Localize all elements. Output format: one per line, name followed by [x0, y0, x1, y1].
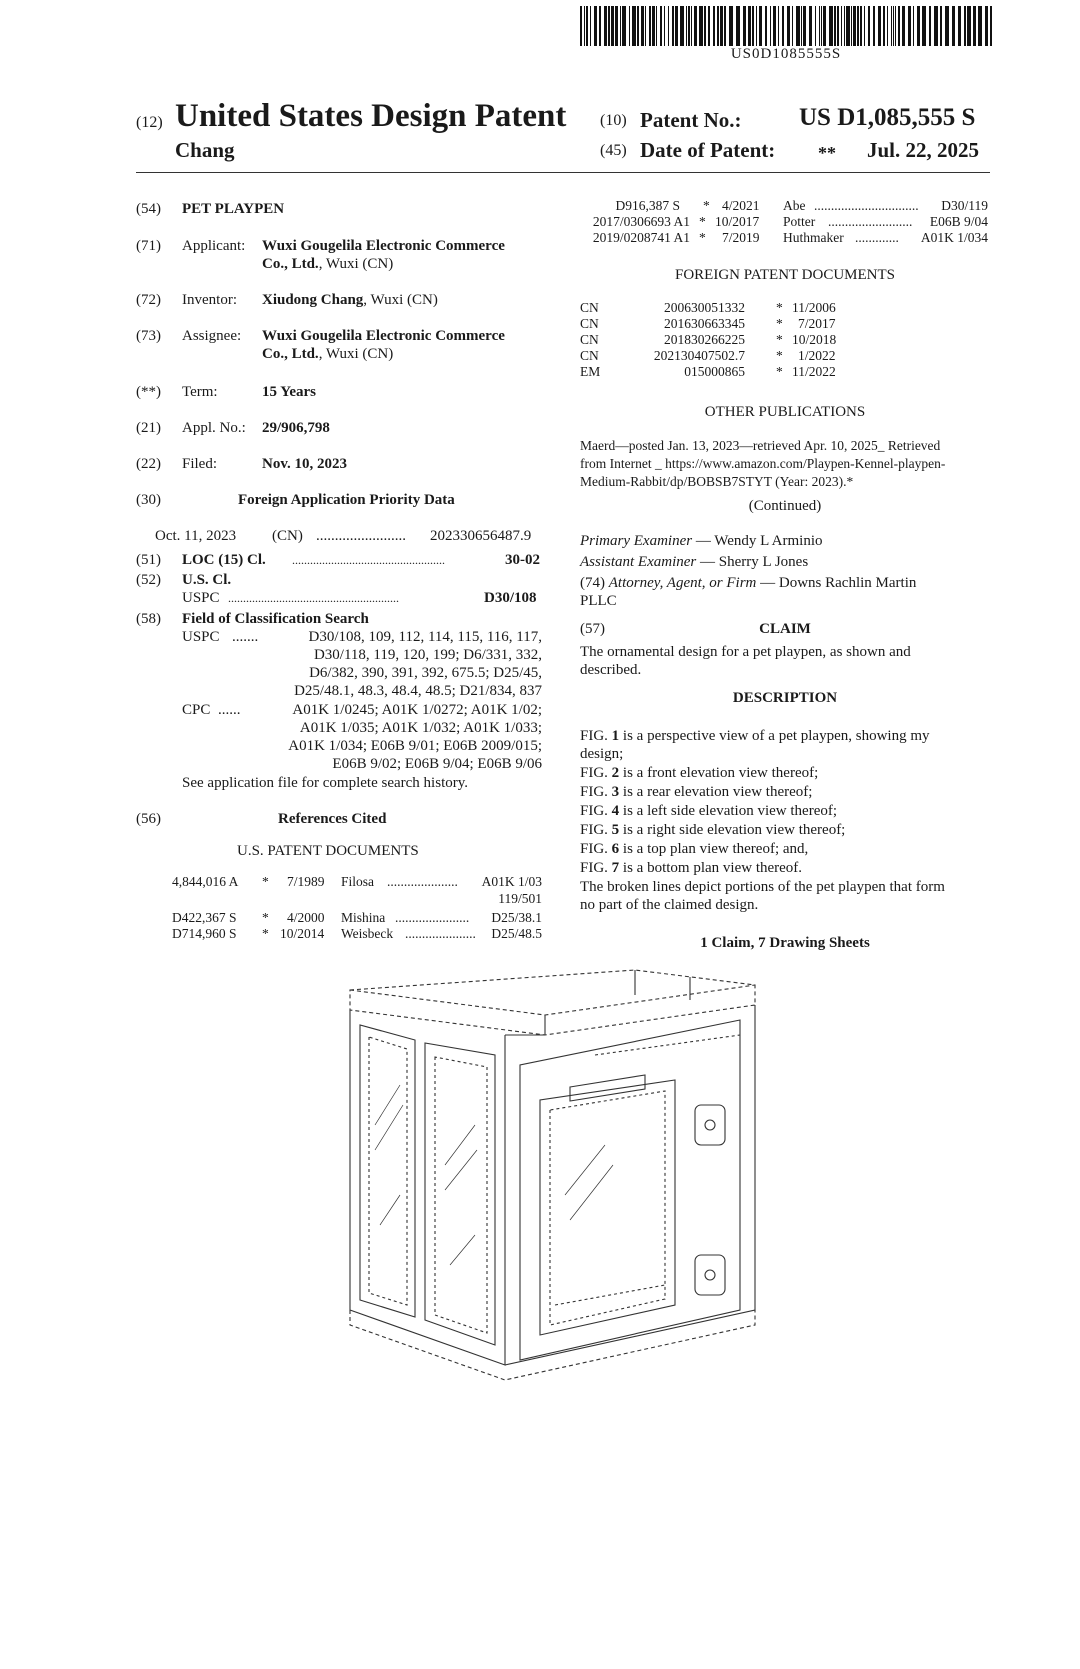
claim-text-line: The ornamental design for a pet playpen, as shown and	[580, 644, 911, 660]
us-cl-label: U.S. Cl.	[182, 572, 232, 588]
ref-star: *	[699, 230, 706, 245]
foreign-number: 015000865	[684, 364, 745, 379]
foreign-date: 1/2022	[798, 348, 836, 363]
priority-number: 202330656487.9	[430, 528, 532, 544]
ref-date: 7/1989	[287, 874, 325, 889]
barcode-bar	[940, 6, 942, 46]
applicant-label: Applicant:	[182, 238, 246, 254]
date-of-patent-value: Jul. 22, 2025	[867, 138, 980, 162]
foreign-date: 11/2006	[792, 300, 836, 315]
attorney-line2: PLLC	[580, 593, 617, 609]
barcode-bar	[964, 6, 966, 46]
foreign-cc: CN	[580, 300, 599, 315]
ref-name: Abe	[783, 198, 806, 213]
barcode-bar	[652, 6, 655, 46]
barcode-bar	[615, 6, 618, 46]
barcode	[580, 6, 992, 46]
barcode-bar	[841, 6, 842, 46]
us-patent-docs-heading: U.S. PATENT DOCUMENTS	[237, 843, 419, 859]
barcode-bar	[917, 6, 920, 46]
code-22: (22)	[136, 456, 161, 472]
code-52: (52)	[136, 572, 161, 588]
references-heading: References Cited	[278, 811, 387, 827]
barcode-bar	[584, 6, 585, 46]
barcode-bar	[717, 6, 719, 46]
ref-number: D422,367 S	[172, 910, 237, 925]
barcode-bar	[759, 6, 762, 46]
code-45: (45)	[600, 142, 627, 159]
filed-value: Nov. 10, 2023	[262, 456, 348, 472]
barcode-bar	[672, 6, 674, 46]
foreign-number: 201830266225	[664, 332, 745, 347]
foreign-star: *	[776, 316, 783, 331]
barcode-bar	[873, 6, 875, 46]
patent-no-value: US D1,085,555 S	[799, 104, 976, 131]
barcode-bar	[834, 6, 836, 46]
barcode-bar	[952, 6, 955, 46]
barcode-bar	[649, 6, 651, 46]
barcode-bar	[782, 6, 784, 46]
applicant-name-line2: Co., Ltd., Wuxi (CN)	[262, 256, 394, 272]
claim-text-line: described.	[580, 662, 642, 678]
barcode-bar	[580, 6, 582, 46]
appl-no-value: 29/906,798	[262, 420, 330, 436]
inventor-surname: Chang	[175, 138, 235, 162]
loc-dots: ...................................................	[292, 553, 445, 567]
barcode-bar	[821, 6, 822, 46]
barcode-bar	[913, 6, 914, 46]
barcode-bar	[629, 6, 630, 46]
assistant-examiner: Assistant Examiner — Sherry L Jones	[580, 554, 809, 570]
patent-no-label: Patent No.:	[640, 108, 742, 132]
ref-number: 2017/0306693 A1	[592, 214, 690, 229]
ref-star: *	[262, 874, 269, 889]
ref-name: Filosa	[341, 874, 375, 889]
foreign-star: *	[776, 348, 783, 363]
foreign-star: *	[776, 300, 783, 315]
other-publication-line: Medium-Rabbit/dp/BOBSB7STYT (Year: 2023).*	[580, 474, 854, 489]
ref-name: Mishina	[341, 910, 386, 925]
barcode-bar	[620, 6, 621, 46]
barcode-bar	[973, 6, 976, 46]
claim-heading: CLAIM	[759, 621, 811, 637]
field-cpc-line: A01K 1/0245; A01K 1/0272; A01K 1/02;	[292, 702, 542, 718]
barcode-bar	[594, 6, 597, 46]
code-56: (56)	[136, 811, 161, 827]
barcode-bar	[778, 6, 779, 46]
ref-number: D916,387 S	[615, 198, 680, 213]
ref-dots: .....................	[405, 926, 476, 941]
barcode-bar	[632, 6, 636, 46]
barcode-bar	[860, 6, 862, 46]
date-asterisks: **	[818, 143, 836, 163]
ref-class: E06B 9/04	[929, 214, 988, 229]
ref-star: *	[703, 198, 710, 213]
continued-note: (Continued)	[748, 498, 822, 514]
barcode-bar	[691, 6, 692, 46]
foreign-cc: EM	[580, 364, 601, 379]
field-cpc-dots: ......	[218, 702, 241, 718]
barcode-bar	[765, 6, 767, 46]
barcode-bar	[599, 6, 601, 46]
term-value: 15 Years	[262, 384, 317, 400]
ref-name: Potter	[783, 214, 816, 229]
code-12: (12)	[136, 114, 163, 131]
barcode-bar	[608, 6, 610, 46]
assignee-name: Wuxi Gougelila Electronic Commerce	[262, 328, 505, 344]
barcode-bar	[773, 6, 776, 46]
code-21: (21)	[136, 420, 161, 436]
barcode-bar	[883, 6, 885, 46]
other-publication-line: Maerd—posted Jan. 13, 2023—retrieved Apr. 10, 2025_ Retrieved	[580, 438, 941, 453]
broken-lines-note: no part of the claimed design.	[580, 897, 759, 913]
barcode-bar	[922, 6, 926, 46]
design-title: PET PLAYPEN	[182, 201, 285, 217]
barcode-bar	[668, 6, 669, 46]
priority-date: Oct. 11, 2023	[155, 528, 237, 544]
barcode-bar	[853, 6, 856, 46]
barcode-bar	[622, 6, 626, 46]
barcode-bar	[680, 6, 684, 46]
ref-class: A01K 1/03	[481, 874, 542, 889]
barcode-bar	[736, 6, 740, 46]
barcode-bar	[748, 6, 751, 46]
barcode-bar	[688, 6, 690, 46]
fig-description: FIG. 5 is a right side elevation view thereof;	[580, 822, 846, 838]
primary-examiner: Primary Examiner — Wendy L Arminio	[580, 533, 823, 549]
date-of-patent-label: Date of Patent:	[640, 138, 776, 162]
ref-dots: .........................	[828, 214, 913, 229]
assignee-label: Assignee:	[182, 328, 242, 344]
barcode-bar	[752, 6, 754, 46]
barcode-bar	[637, 6, 639, 46]
ref-number: D714,960 S	[172, 926, 237, 941]
barcode-bar	[664, 6, 665, 46]
ref-dots: ...............................	[814, 198, 919, 213]
code-72: (72)	[136, 292, 161, 308]
ref-class: D30/119	[941, 198, 988, 213]
code-71: (71)	[136, 238, 161, 254]
barcode-bar	[893, 6, 894, 46]
ref-class: A01K 1/034	[920, 230, 988, 245]
barcode-bar	[829, 6, 833, 46]
barcode-bar	[590, 6, 591, 46]
foreign-date: 11/2022	[792, 364, 836, 379]
ref-class: D25/48.5	[491, 926, 542, 941]
barcode-bar	[743, 6, 746, 46]
barcode-bar	[934, 6, 938, 46]
barcode-bar	[851, 6, 852, 46]
assignee-name-line2: Co., Ltd., Wuxi (CN)	[262, 346, 394, 362]
ref-number: 2019/0208741 A1	[592, 230, 690, 245]
claims-summary: 1 Claim, 7 Drawing Sheets	[700, 935, 870, 951]
field-cpc-line: E06B 9/02; E06B 9/04; E06B 9/06	[332, 756, 542, 772]
barcode-bar	[796, 6, 800, 46]
barcode-bar	[713, 6, 715, 46]
fig-description: FIG. 4 is a left side elevation view thereof;	[580, 803, 838, 819]
field-uspc-line: D30/108, 109, 112, 114, 115, 116, 117,	[308, 629, 542, 645]
field-uspc-label: USPC	[182, 629, 220, 645]
barcode-bar	[792, 6, 793, 46]
foreign-cc: CN	[580, 332, 599, 347]
priority-heading: Foreign Application Priority Data	[238, 492, 455, 508]
uspc-value: D30/108	[484, 590, 537, 606]
ref-number: 4,844,016 A	[172, 874, 239, 889]
code-58: (58)	[136, 611, 161, 627]
inventor-label: Inventor:	[182, 292, 237, 308]
barcode-bar	[895, 6, 896, 46]
barcode-bar	[801, 6, 802, 46]
code-10: (10)	[600, 112, 627, 129]
ref-star: *	[262, 926, 269, 941]
barcode-bar	[864, 6, 865, 46]
barcode-bar	[978, 6, 982, 46]
barcode-bar	[844, 6, 845, 46]
appl-no-label: Appl. No.:	[182, 420, 246, 436]
ref-name: Huthmaker	[783, 230, 844, 245]
barcode-bar	[837, 6, 839, 46]
header-rule	[136, 172, 990, 173]
fig-description: design;	[580, 746, 624, 762]
term-label: Term:	[182, 384, 218, 400]
barcode-bar	[868, 6, 870, 46]
broken-lines-note: The broken lines depict portions of the pet playpen that form	[580, 879, 945, 895]
barcode-bar	[656, 6, 657, 46]
foreign-cc: CN	[580, 316, 599, 331]
code-51: (51)	[136, 552, 161, 568]
priority-dots: ........................	[316, 528, 406, 544]
code-57: (57)	[580, 621, 605, 637]
fig-description: FIG. 6 is a top plan view thereof; and,	[580, 841, 809, 857]
barcode-bar	[641, 6, 644, 46]
barcode-bar	[699, 6, 703, 46]
barcode-bar	[958, 6, 961, 46]
field-search-heading: Field of Classification Search	[182, 611, 369, 627]
foreign-number: 202130407502.7	[653, 348, 745, 363]
barcode-bar	[902, 6, 905, 46]
barcode-bar	[770, 6, 771, 46]
field-search-note: See application file for complete search history.	[182, 775, 469, 791]
barcode-bar	[729, 6, 733, 46]
barcode-bar	[611, 6, 614, 46]
barcode-bar	[787, 6, 790, 46]
barcode-bar	[660, 6, 662, 46]
barcode-bar	[908, 6, 911, 46]
foreign-number: 201630663345	[664, 316, 745, 331]
barcode-bar	[720, 6, 723, 46]
ref-date: 10/2017	[715, 214, 760, 229]
foreign-number: 200630051332	[664, 300, 745, 315]
uspc-label: USPC	[182, 590, 220, 606]
ref-class: D25/38.1	[491, 910, 542, 925]
foreign-docs-heading: FOREIGN PATENT DOCUMENTS	[674, 267, 896, 283]
ref-dots: .............	[855, 230, 899, 245]
barcode-bar	[846, 6, 850, 46]
barcode-bar	[604, 6, 607, 46]
field-uspc-line: D6/382, 390, 391, 392, 675.5; D25/45,	[309, 665, 542, 681]
barcode-bar	[891, 6, 892, 46]
barcode-bar	[819, 6, 820, 46]
loc-value: 30-02	[505, 552, 540, 568]
filed-label: Filed:	[182, 456, 218, 472]
field-uspc-dots: .......	[232, 629, 259, 645]
ref-star: *	[699, 214, 706, 229]
field-cpc-line: A01K 1/035; A01K 1/032; A01K 1/033;	[299, 720, 542, 736]
applicant-name: Wuxi Gougelila Electronic Commerce	[262, 238, 505, 254]
ref-date: 7/2019	[722, 230, 760, 245]
code-term: (**)	[136, 384, 161, 400]
barcode-bar	[586, 6, 588, 46]
ref-class-2: 119/501	[498, 891, 542, 906]
barcode-bar	[887, 6, 888, 46]
barcode-bar	[823, 6, 826, 46]
barcode-bar	[898, 6, 900, 46]
uspc-dots: .........................................................	[228, 591, 399, 605]
code-30: (30)	[136, 492, 161, 508]
field-uspc-line: D25/48.1, 48.3, 48.4, 48.5; D21/834, 837	[294, 683, 542, 699]
ref-dots: .....................	[387, 874, 458, 889]
foreign-star: *	[776, 332, 783, 347]
barcode-bar	[708, 6, 710, 46]
ref-name: Weisbeck	[341, 926, 394, 941]
foreign-star: *	[776, 364, 783, 379]
field-cpc-line: A01K 1/034; E06B 9/01; E06B 2009/015;	[288, 738, 542, 754]
barcode-number: US0D1085555S	[730, 46, 842, 62]
code-54: (54)	[136, 201, 161, 217]
barcode-bar	[857, 6, 859, 46]
barcode-bar	[704, 6, 706, 46]
attorney: (74) Attorney, Agent, or Firm — Downs Rachlin Martin	[580, 575, 917, 591]
ref-date: 10/2014	[280, 926, 325, 941]
fig-description: FIG. 7 is a bottom plan view thereof.	[580, 860, 803, 876]
other-publication-line: from Internet _ https://www.amazon.com/Playpen-Kennel-playpen-	[580, 456, 946, 471]
description-heading: DESCRIPTION	[732, 690, 838, 706]
fig-description: FIG. 1 is a perspective view of a pet playpen, showing my	[580, 728, 930, 744]
barcode-bar	[809, 6, 812, 46]
barcode-bar	[686, 6, 687, 46]
loc-label: LOC (15) Cl.	[182, 552, 266, 568]
ref-date: 4/2000	[287, 910, 325, 925]
barcode-bar	[724, 6, 726, 46]
foreign-date: 7/2017	[798, 316, 836, 331]
foreign-cc: CN	[580, 348, 599, 363]
barcode-bar	[675, 6, 678, 46]
fig-description: FIG. 3 is a rear elevation view thereof;	[580, 784, 813, 800]
barcode-bar	[990, 6, 992, 46]
barcode-bar	[803, 6, 806, 46]
other-publications-heading: OTHER PUBLICATIONS	[704, 404, 866, 420]
ref-star: *	[262, 910, 269, 925]
barcode-bar	[929, 6, 931, 46]
fig-description: FIG. 2 is a front elevation view thereof;	[580, 765, 819, 781]
field-cpc-label: CPC	[182, 702, 211, 718]
barcode-bar	[756, 6, 757, 46]
barcode-bar	[815, 6, 816, 46]
patent-type-title: United States Design Patent	[175, 98, 567, 134]
barcode-bar	[985, 6, 988, 46]
ref-dots: ......................	[395, 910, 470, 925]
barcode-bar	[967, 6, 971, 46]
foreign-date: 10/2018	[792, 332, 837, 347]
ref-date: 4/2021	[722, 198, 760, 213]
barcode-bar	[645, 6, 646, 46]
inventor-name: Xiudong Chang, Wuxi (CN)	[262, 292, 438, 308]
priority-country: (CN)	[272, 528, 303, 544]
field-uspc-line: D30/118, 119, 120, 199; D6/331, 332,	[313, 647, 542, 663]
pet-playpen-drawing	[345, 965, 765, 1385]
code-73: (73)	[136, 328, 161, 344]
barcode-bar	[694, 6, 697, 46]
barcode-bar	[945, 6, 949, 46]
barcode-bar	[878, 6, 881, 46]
